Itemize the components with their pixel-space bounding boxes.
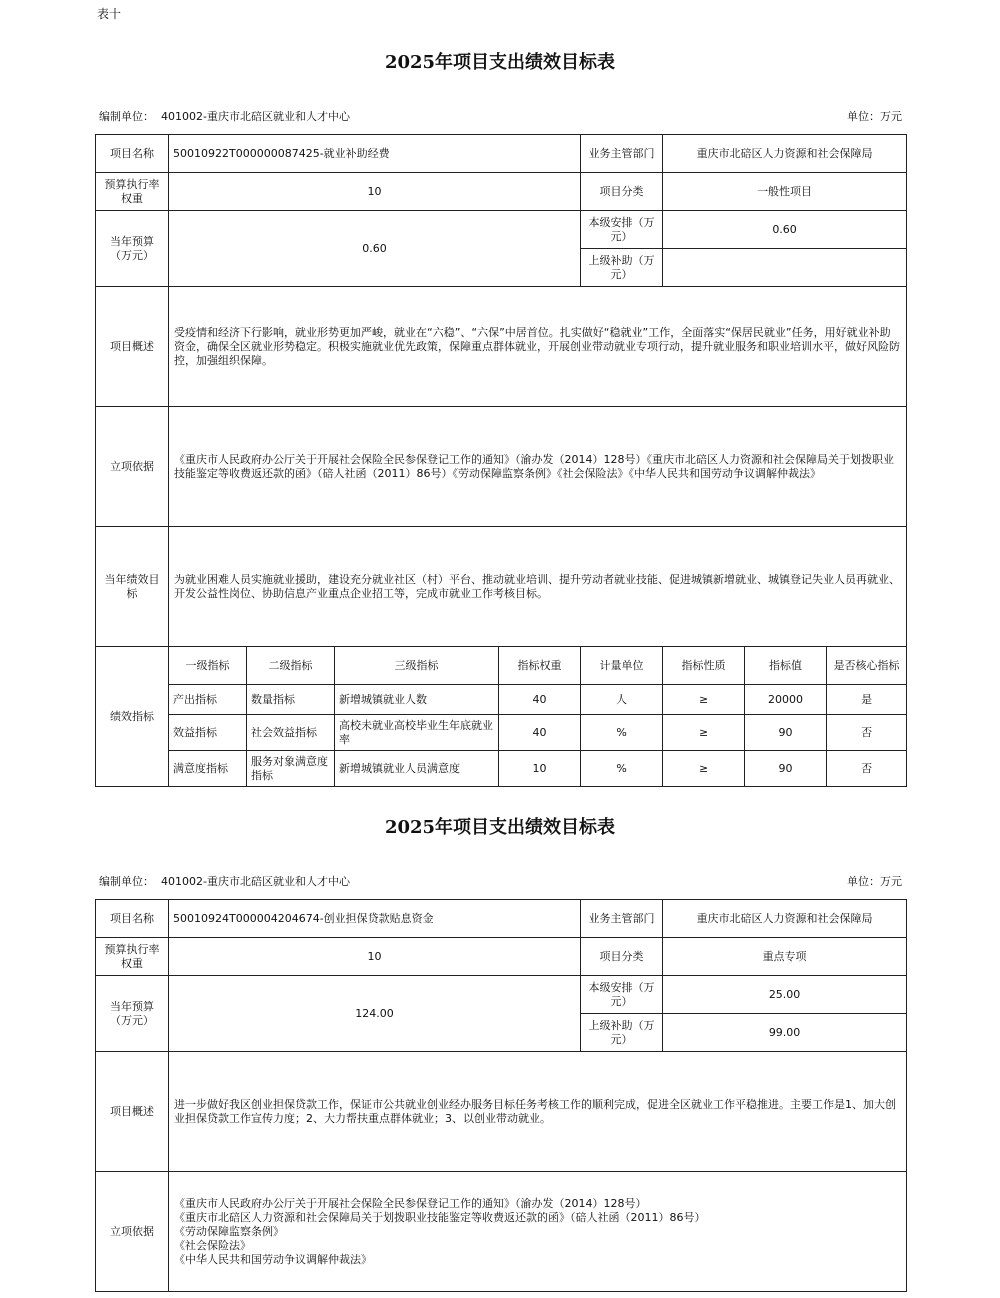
label-goal: 当年绩效目标 [96,527,169,647]
project-name-value: 50010922T000000087425-就业补助经费 [169,135,581,173]
form-1-table [95,134,907,787]
indicator-cell: % [581,715,663,751]
indicator-cell: ≥ [663,685,745,715]
label-weight: 预算执行率权重 [96,938,169,976]
indicator-cell: 10 [499,751,581,787]
label-local: 本级安排（万元） [581,976,663,1014]
indicator-cell: 人 [581,685,663,715]
indicator-cell: 否 [827,715,907,751]
project-name-value: 50010924T000004204674-创业担保贷款贴息资金 [169,900,581,938]
basis-line: 《重庆市人民政府办公厅关于开展社会保险全民参保登记工作的通知》（渝办发（2014）128号） [174,1196,647,1210]
form-1-currency: 单位：万元 [847,110,902,123]
unit-value: 401002-重庆市北碚区就业和人才中心 [161,875,350,888]
indicator-cell: 20000 [745,685,827,715]
indicator-cell: ≥ [663,751,745,787]
overview-text: 受疫情和经济下行影响，就业形势更加严峻，就业在“六稳”、“六保”中居首位。扎实做好“稳就业”工作，全面落实“保居民就业”任务，用好就业补助资金，确保全区就业形势稳定。积极实施就业优先政策，保障重点群体就业，开展创业带动就业专项行动，提升就业服务和职业培训水平，做好风险防控，加强组织保障。 [169,287,907,407]
basis-line: 《劳动保障监察条例》 [174,1224,284,1238]
dept-value: 重庆市北碚区人力资源和社会保障局 [663,900,907,938]
label-overview: 项目概述 [96,287,169,407]
budget-value: 124.00 [169,976,581,1052]
indicator-header: 是否核心指标 [827,647,907,685]
indicator-header: 指标权重 [499,647,581,685]
weight-value: 10 [169,173,581,211]
page-label: 表十 [97,7,122,21]
unit-label: 编制单位： [99,875,154,888]
weight-value: 10 [169,938,581,976]
indicator-cell: 新增城镇就业人员满意度 [335,751,499,787]
budget-value: 0.60 [169,211,581,287]
indicator-cell: 数量指标 [247,685,335,715]
label-category: 项目分类 [581,173,663,211]
indicator-cell: 40 [499,715,581,751]
dept-value: 重庆市北碚区人力资源和社会保障局 [663,135,907,173]
indicator-header: 指标值 [745,647,827,685]
indicator-cell: 产出指标 [169,685,247,715]
form-1-title: 2025年项目支出绩效目标表 [384,52,616,73]
label-upper: 上级补助（万元） [581,249,663,287]
goal-text: 为就业困难人员实施就业援助，建设充分就业社区（村）平台、推动就业培训、提升劳动者就业技能、促进城镇新增就业、城镇登记失业人员再就业、开发公益性岗位、协助信息产业重点企业招工等，完成市就业工作考核目标。 [169,527,907,647]
label-project-name: 项目名称 [96,900,169,938]
label-category: 项目分类 [581,938,663,976]
form-2-unit [99,873,350,889]
indicator-cell: 服务对象满意度指标 [247,751,335,787]
indicator-header: 计量单位 [581,647,663,685]
indicator-cell: 90 [745,715,827,751]
overview-text: 进一步做好我区创业担保贷款工作，保证市公共就业创业经办服务目标任务考核工作的顺利完成，促进全区就业工作平稳推进。主要工作是1、加大创业担保贷款工作宣传力度；2、大力帮扶重点群体就业；3、以创业带动就业。 [169,1052,907,1172]
label-upper: 上级补助（万元） [581,1014,663,1052]
indicator-cell: % [581,751,663,787]
basis-line: 《社会保险法》 [174,1238,251,1252]
indicator-cell: 新增城镇就业人数 [335,685,499,715]
label-overview: 项目概述 [96,1052,169,1172]
form-1-unit [99,108,350,124]
indicator-header: 三级指标 [335,647,499,685]
indicator-cell: 满意度指标 [169,751,247,787]
label-basis: 立项依据 [96,1172,169,1292]
basis-text [169,1172,907,1292]
unit-value: 401002-重庆市北碚区就业和人才中心 [161,110,350,123]
label-dept: 业务主管部门 [581,135,663,173]
indicator-cell: 否 [827,751,907,787]
label-budget: 当年预算（万元） [96,976,169,1052]
form-2-title: 2025年项目支出绩效目标表 [384,817,616,838]
basis-text: 《重庆市人民政府办公厅关于开展社会保险全民参保登记工作的通知》（渝办发（2014）128号）《重庆市北碚区人力资源和社会保障局关于划拨职业技能鉴定等收费返还款的函》（碚人社函（2011）86号）《劳动保障监察条例》《社会保险法》《中华人民共和国劳动争议调解仲裁法》 [169,407,907,527]
indicator-cell: 高校未就业高校毕业生年底就业率 [335,715,499,751]
label-project-name: 项目名称 [96,135,169,173]
label-basis: 立项依据 [96,407,169,527]
category-value: 重点专项 [663,938,907,976]
form-2-table [95,899,907,1292]
upper-value: 99.00 [663,1014,907,1052]
label-dept: 业务主管部门 [581,900,663,938]
local-value: 0.60 [663,211,907,249]
upper-value [663,249,907,287]
label-budget: 当年预算（万元） [96,211,169,287]
indicator-cell: 效益指标 [169,715,247,751]
indicator-cell: 是 [827,685,907,715]
indicator-cell: 40 [499,685,581,715]
form-2-currency: 单位：万元 [847,875,902,888]
unit-label: 编制单位： [99,110,154,123]
indicator-cell: 社会效益指标 [247,715,335,751]
label-weight: 预算执行率权重 [96,173,169,211]
indicator-cell: ≥ [663,715,745,751]
label-indicators: 绩效指标 [96,647,169,787]
indicator-header: 二级指标 [247,647,335,685]
basis-line: 《中华人民共和国劳动争议调解仲裁法》 [174,1252,372,1266]
indicator-header: 一级指标 [169,647,247,685]
label-local: 本级安排（万元） [581,211,663,249]
table-row [96,685,907,715]
local-value: 25.00 [663,976,907,1014]
indicator-header: 指标性质 [663,647,745,685]
indicator-cell: 90 [745,751,827,787]
category-value: 一般性项目 [663,173,907,211]
basis-line: 《重庆市北碚区人力资源和社会保障局关于划拨职业技能鉴定等收费返还款的函》（碚人社函（2011）86号） [174,1210,706,1224]
table-row [96,715,907,751]
table-row [96,751,907,787]
